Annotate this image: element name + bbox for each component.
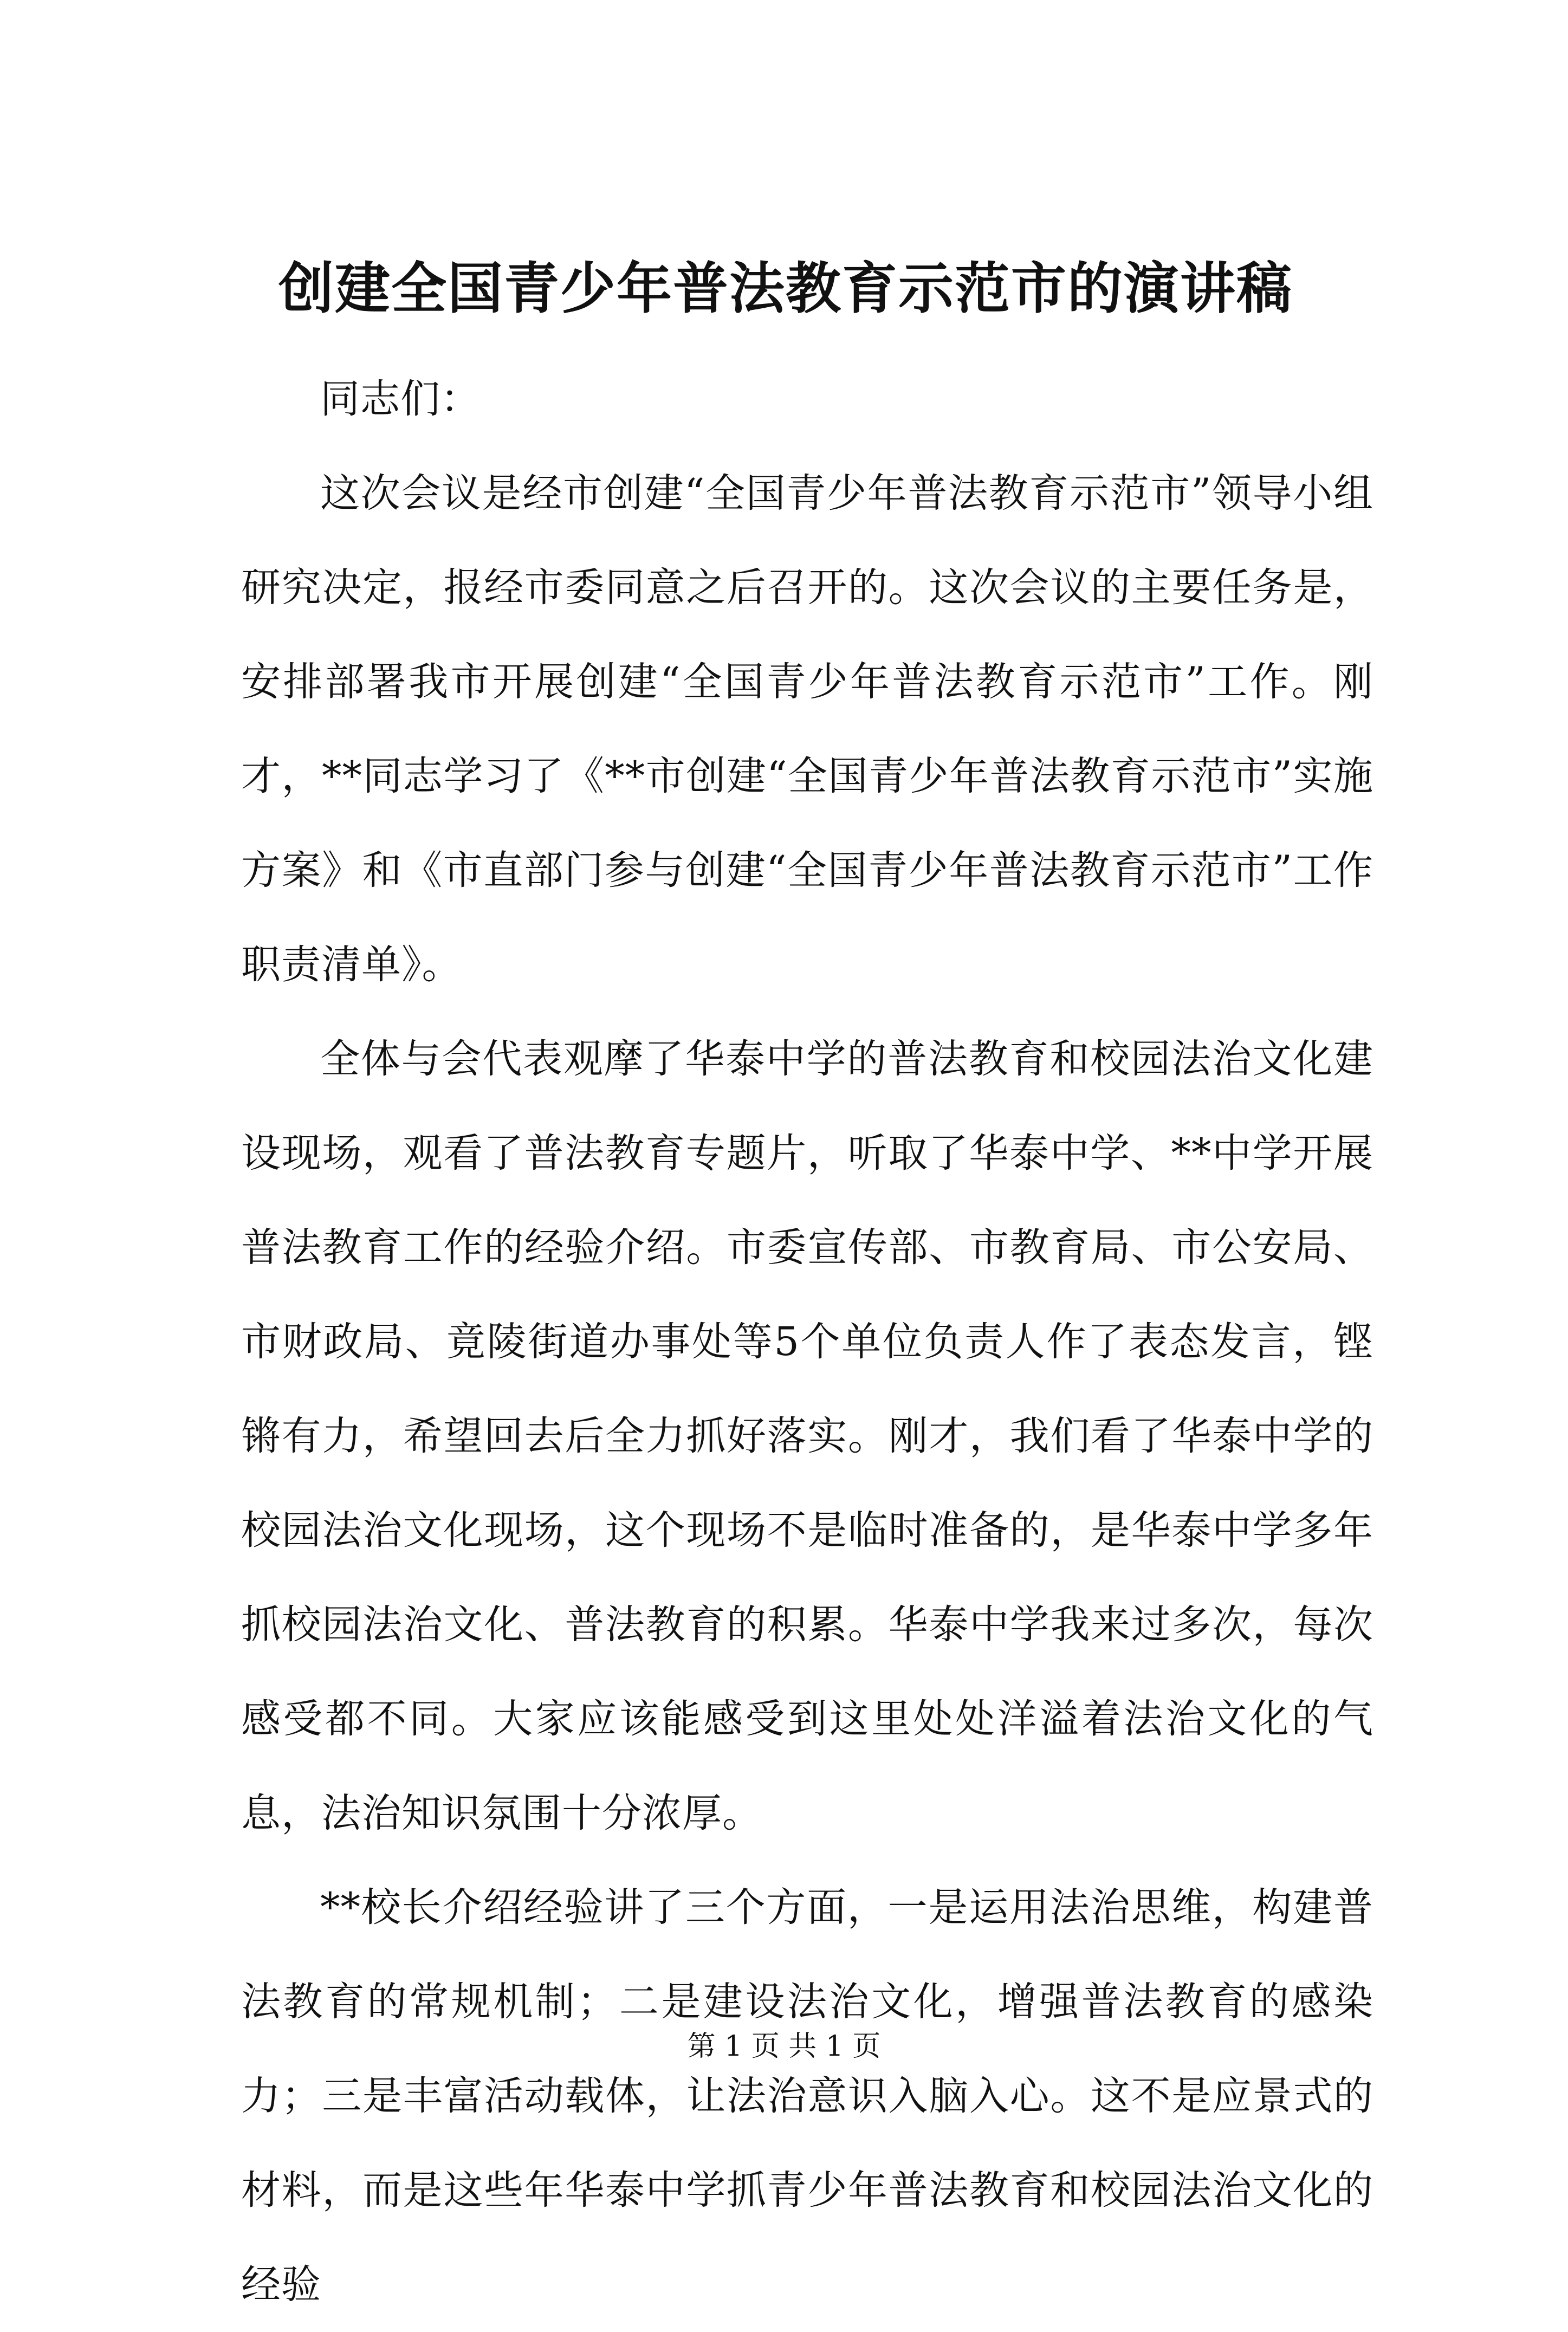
paragraph-2: 全体与会代表观摩了华泰中学的普法教育和校园法治文化建设现场，观看了普法教育专题片，听取了华泰中学、**中学开展普法教育工作的经验介绍。市委宣传部、市教育局、市公安局、市财政局、竟陵街道办事处等5个单位负责人作了表态发言，铿锵有力，希望回去后全力抓好落实。刚才，我们看了华泰中学的校园法治文化现场，这个现场不是临时准备的，是华泰中学多年抓校园法治文化、普法教育的积累。华泰中学我来过多次，每次感受都不同。大家应该能感受到这里处处洋溢着法治文化的气息，法治知识氛围十分浓厚。 (241, 1036, 1373, 1836)
document-title: 创建全国青少年普法教育示范市的演讲稿 (278, 256, 1293, 321)
page-number: 第 1 页 共 1 页 (687, 2030, 881, 2063)
salutation: 同志们： (320, 376, 481, 422)
paragraph-3: **校长介绍经验讲了三个方面，一是运用法治思维，构建普法教育的常规机制；二是建设法治文化，增强普法教育的感染力；三是丰富活动载体，让法治意识入脑入心。这不是应景式的材料，而是这些年华泰中学抓青少年普法教育和校园法治文化的经验 (241, 1884, 1373, 2308)
paragraph-1: 这次会议是经市创建“全国青少年普法教育示范市”领导小组研究决定，报经市委同意之后召开的。这次会议的主要任务是，安排部署我市开展创建“全国青少年普法教育示范市”工作。刚才，**同志学习了《**市创建“全国青少年普法教育示范市”实施方案》和《市直部门参与创建“全国青少年普法教育示范市”工作职责清单》。 (241, 470, 1373, 988)
